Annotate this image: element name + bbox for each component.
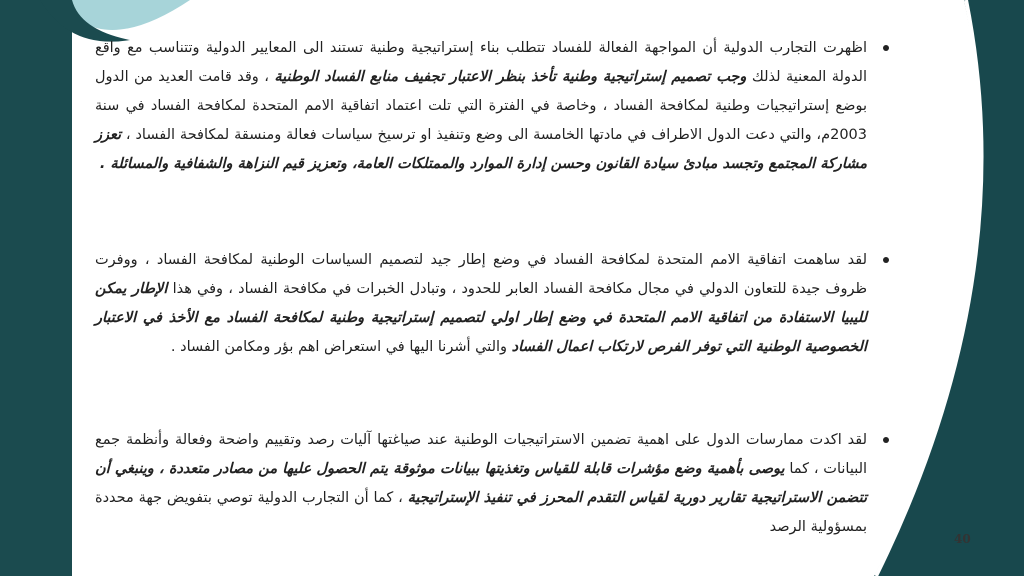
- paragraph-text: ، وقد قامت العديد من الدول بوضع إستراتيجيات وطنية لمكافحة الفساد ، وخاصة في الفترة التي تلت اعتماد اتفاقية الامم المتحدة لمكافحة الفساد في سنة 2003م، والتي دعت الدول الاطراف في مادتها الخامسة الى وضع وتنفيذ او ترسيخ سياسات فعالة ومنسقة لمكافحة الفساد ،: [95, 69, 867, 143]
- right-curve-decoration: [874, 0, 1024, 576]
- emphasized-text: وجب تصميم إستراتيجية وطنية تأخذ بنظر الاعتبار تجفيف منابع الفساد الوطنية: [274, 69, 747, 85]
- emphasized-text: تعزز مشاركة المجتمع وتجسد مبادئ سيادة القانون وحسن إدارة الموارد والممتلكات العامة، وتعزيز قيم النزاهة والشفافية والمسائلة .: [95, 127, 867, 172]
- emphasized-text: يوصى بأهمية وضع مؤشرات قابلة للقياس وتغذيتها ببيانات موثوقة يتم الحصول عليها من مصادر متعددة ، وينبغي أن تتضمن الاستراتيجية تقارير دورية لقياس التقدم المحرز في تنفيذ الإستراتيجية: [95, 461, 868, 506]
- bullet-item: [95, 34, 895, 179]
- paragraph-text: والتي أشرنا اليها في استعراض اهم بؤر ومكامن الفساد .: [170, 339, 508, 355]
- paragraph-text: ، كما أن التجارب الدولية توصي بتفويض جهة محددة بمسؤولية الرصد: [95, 490, 867, 535]
- slide-content: [95, 34, 885, 554]
- emphasized-text: الإطار يمكن لليبيا الاستفادة من اتفاقية الامم المتحدة في وضع إطار اولي لتصميم إستراتيجية وطنية لمكافحة الفساد مع الأخذ في الاعتبار الخصوصية الوطنية التي توفر الفرص لارتكاب اعمال الفساد: [95, 281, 867, 355]
- bullet-item: [95, 426, 895, 542]
- paragraph-text: لقد ساهمت اتفاقية الامم المتحدة لمكافحة الفساد في وضع إطار جيد لتصميم السياسات الوطنية لمكافحة الفساد ، ووفرت ظروف جيدة للتعاون الدولي في مجال مكافحة الفساد العابر للحدود ، وتبادل الخبرات في مكافحة الفساد ، وفي هذا: [95, 252, 868, 297]
- bullet-item: [95, 246, 895, 362]
- bullet-paragraph: [95, 246, 895, 362]
- left-color-band: [0, 0, 72, 576]
- bullet-paragraph: [95, 34, 895, 179]
- page-number: 40: [954, 532, 971, 546]
- bullet-paragraph: [95, 426, 895, 542]
- paragraph-text: اظهرت التجارب الدولية أن المواجهة الفعالة للفساد تتطلب بناء إستراتيجية وطنية تستند الى المعايير الدولية وتتناسب مع واقع الدولة المعنية لذلك: [95, 40, 868, 85]
- paragraph-text: لقد اكدت ممارسات الدول على اهمية تضمين الاستراتيجيات الوطنية عند صياغتها آليات رصد وتقييم واضحة وفعالة وأنظمة جمع البيانات ، كما: [95, 432, 868, 477]
